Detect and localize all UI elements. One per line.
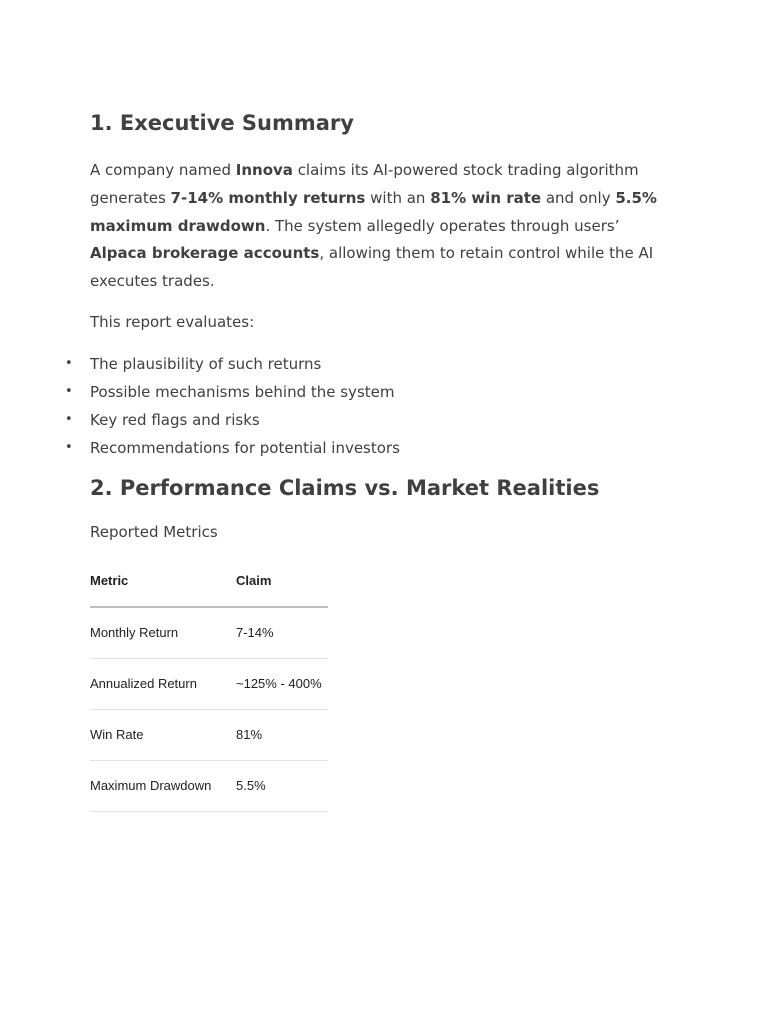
bullet-icon: • <box>65 383 73 399</box>
intro-text-6: , allowing them to retain control while the AI executes trades. <box>90 244 654 291</box>
intro-text-4: and only <box>541 188 616 207</box>
heading-executive-summary: 1. Executive Summary <box>90 111 354 135</box>
table-cell-claim: ~125% - 400% <box>236 658 328 709</box>
table-cell-claim: 81% <box>236 709 328 760</box>
document-content <box>65 105 670 812</box>
intro-text-5: . The system allegedly operates through users’ <box>265 216 620 235</box>
list-item <box>65 378 670 406</box>
list-item-text: Key red flags and risks <box>90 410 260 429</box>
intro-text-1: A company named <box>90 161 236 179</box>
table-cell-claim: 7-14% <box>236 607 328 659</box>
table-cell-claim: 5.5% <box>236 760 328 811</box>
table-row <box>90 658 328 709</box>
column-header-claim: Claim <box>236 556 328 607</box>
table-row <box>90 709 328 760</box>
table-row <box>90 760 328 811</box>
bullet-icon: • <box>65 411 73 427</box>
intro-bold-drawdown: 5.5% maximum drawdown <box>90 188 657 235</box>
list-item <box>65 406 670 434</box>
intro-bold-brokerage: Alpaca brokerage accounts <box>90 244 320 263</box>
table-cell-metric: Win Rate <box>90 709 236 760</box>
heading-performance-claims: 2. Performance Claims vs. Market Realities <box>90 475 600 500</box>
column-header-metric: Metric <box>90 556 236 607</box>
evaluates-paragraph: This report evaluates: <box>90 312 255 331</box>
subheading-reported-metrics: Reported Metrics <box>90 522 218 541</box>
intro-paragraph <box>90 157 670 296</box>
evaluation-list <box>65 350 670 462</box>
intro-text-2: claims its AI-powered stock trading algorithm generates <box>90 161 639 207</box>
list-item-text: Possible mechanisms behind the system <box>90 382 395 401</box>
list-item <box>65 350 670 378</box>
list-item <box>65 434 670 462</box>
table-cell-metric: Monthly Return <box>90 607 236 659</box>
bullet-icon: • <box>65 355 73 371</box>
list-item-text: Recommendations for potential investors <box>90 438 400 457</box>
intro-text-3: with an <box>365 188 431 207</box>
bullet-icon: • <box>65 439 73 455</box>
intro-bold-returns: 7-14% monthly returns <box>170 188 366 207</box>
table-header-row <box>90 556 328 607</box>
table-cell-metric: Maximum Drawdown <box>90 760 236 811</box>
list-item-text: The plausibility of such returns <box>90 354 322 373</box>
intro-bold-win-rate: 81% win rate <box>430 188 542 207</box>
metrics-table <box>90 556 328 812</box>
intro-bold-company: Innova <box>235 161 293 179</box>
table-cell-metric: Annualized Return <box>90 658 236 709</box>
table-row <box>90 607 328 659</box>
